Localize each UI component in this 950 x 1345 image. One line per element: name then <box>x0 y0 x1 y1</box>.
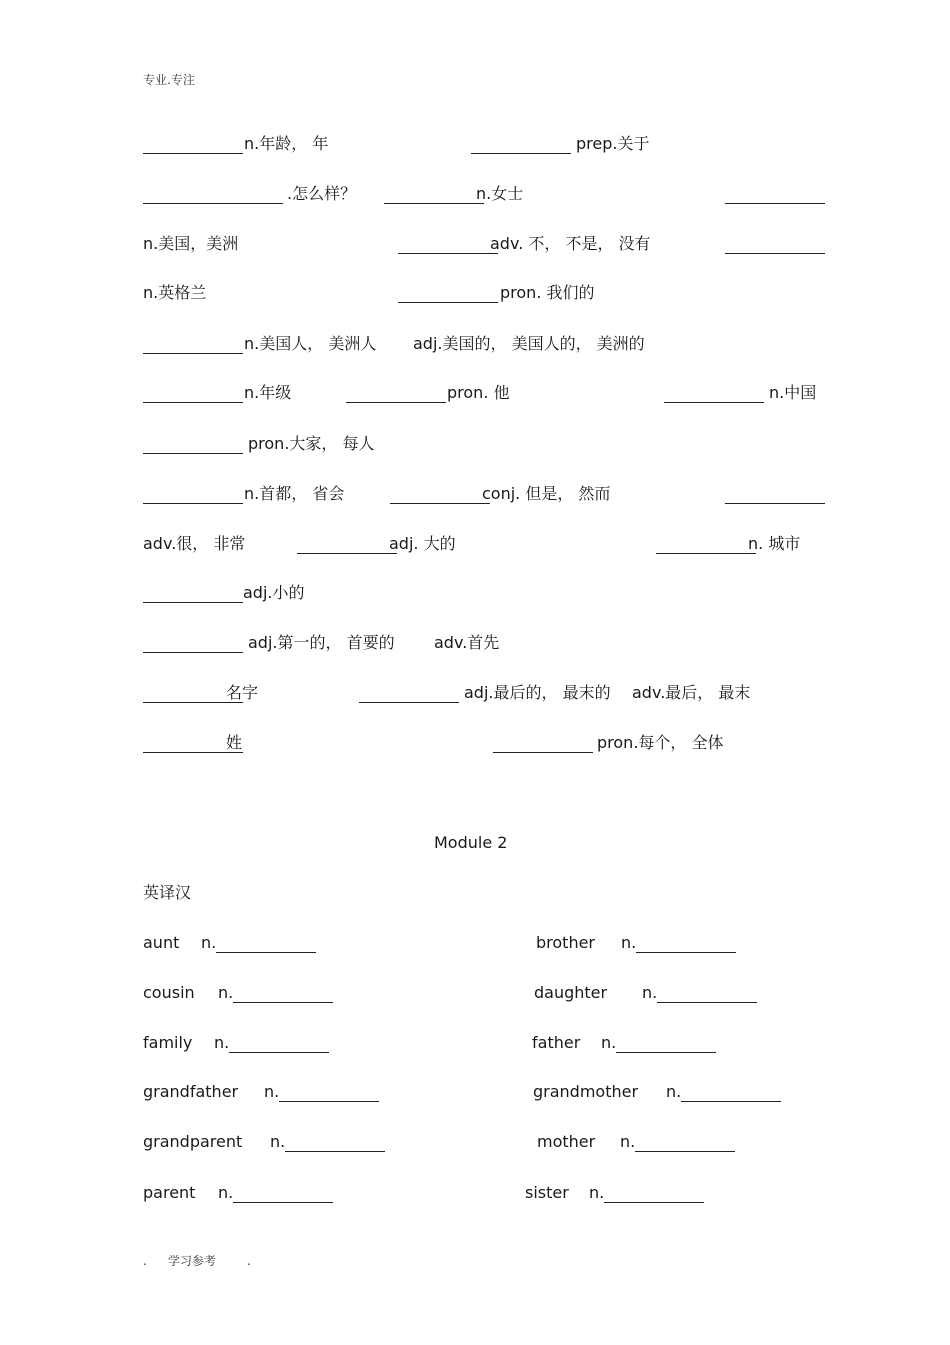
answer-blank[interactable] <box>233 985 333 1003</box>
word-pos: n. <box>620 1132 636 1151</box>
answer-blank[interactable] <box>656 536 756 554</box>
answer-blank[interactable] <box>233 1185 333 1203</box>
footer-dot: . <box>247 1254 251 1268</box>
vocab-definition: adv.很， 非常 <box>143 534 246 553</box>
vocab-definition: adj.最后的， 最末的 <box>464 683 611 702</box>
vocab-definition: n.中国 <box>769 383 817 402</box>
vocab-definition: pron.大家， 每人 <box>248 434 375 453</box>
answer-blank[interactable] <box>384 186 484 204</box>
vocab-definition: pron. 我们的 <box>500 283 595 302</box>
word-english: grandfather <box>143 1082 239 1101</box>
answer-blank[interactable] <box>664 385 764 403</box>
answer-blank[interactable] <box>681 1084 781 1102</box>
answer-blank[interactable] <box>143 136 243 154</box>
word-pos: n. <box>666 1082 682 1101</box>
vocab-definition: 姓 <box>226 733 243 752</box>
vocab-definition: n.美国人， 美洲人 <box>244 334 377 353</box>
word-pos: n. <box>218 1183 234 1202</box>
vocab-definition: n.年龄， 年 <box>244 134 329 153</box>
answer-blank[interactable] <box>216 935 316 953</box>
answer-blank[interactable] <box>143 385 243 403</box>
answer-blank[interactable] <box>471 136 571 154</box>
word-english: father <box>532 1033 581 1052</box>
word-pos: n. <box>589 1183 605 1202</box>
answer-blank[interactable] <box>229 1035 329 1053</box>
word-english: parent <box>143 1183 196 1202</box>
answer-blank[interactable] <box>725 186 825 204</box>
answer-blank[interactable] <box>636 935 736 953</box>
vocab-definition: n.英格兰 <box>143 283 207 302</box>
vocab-definition: adj.小的 <box>243 583 305 602</box>
vocab-definition: adv. 不， 不是， 没有 <box>490 234 651 253</box>
word-english: aunt <box>143 933 180 952</box>
word-pos: n. <box>214 1033 230 1052</box>
word-pos: n. <box>270 1132 286 1151</box>
answer-blank[interactable] <box>143 585 243 603</box>
answer-blank[interactable] <box>725 486 825 504</box>
answer-blank[interactable] <box>359 685 459 703</box>
word-pos: n. <box>218 983 234 1002</box>
vocab-definition: 名字 <box>226 683 259 702</box>
answer-blank[interactable] <box>143 336 243 354</box>
answer-blank[interactable] <box>279 1084 379 1102</box>
page-footer: 学习参考 <box>168 1254 217 1268</box>
answer-blank[interactable] <box>398 236 498 254</box>
answer-blank[interactable] <box>143 486 243 504</box>
word-english: grandmother <box>533 1082 639 1101</box>
vocab-definition: n.女士 <box>476 184 524 203</box>
vocab-definition: prep.关于 <box>576 134 650 153</box>
answer-blank[interactable] <box>390 486 490 504</box>
answer-blank[interactable] <box>346 385 446 403</box>
word-english: cousin <box>143 983 195 1002</box>
vocab-definition: n. 城市 <box>748 534 801 553</box>
answer-blank[interactable] <box>635 1134 735 1152</box>
answer-blank[interactable] <box>616 1035 716 1053</box>
answer-blank[interactable] <box>143 186 283 204</box>
answer-blank[interactable] <box>143 635 243 653</box>
word-english: daughter <box>534 983 608 1002</box>
vocab-definition: adj.第一的， 首要的 <box>248 633 395 652</box>
word-pos: n. <box>201 933 217 952</box>
word-english: grandparent <box>143 1132 243 1151</box>
word-pos: n. <box>601 1033 617 1052</box>
word-english: brother <box>536 933 596 952</box>
vocab-definition: n.美国，美洲 <box>143 234 239 253</box>
word-english: sister <box>525 1183 569 1202</box>
vocab-definition: n.首都， 省会 <box>244 484 345 503</box>
answer-blank[interactable] <box>285 1134 385 1152</box>
vocab-definition: conj. 但是， 然而 <box>482 484 611 503</box>
page-header: 专业.专注 <box>143 73 195 87</box>
word-pos: n. <box>642 983 658 1002</box>
vocab-definition: adv.首先 <box>434 633 500 652</box>
word-pos: n. <box>621 933 637 952</box>
section-subtitle: 英译汉 <box>143 883 192 902</box>
vocab-definition: pron.每个， 全体 <box>597 733 724 752</box>
word-english: mother <box>537 1132 596 1151</box>
answer-blank[interactable] <box>657 985 757 1003</box>
word-pos: n. <box>264 1082 280 1101</box>
answer-blank[interactable] <box>604 1185 704 1203</box>
footer-dot: . <box>143 1254 147 1268</box>
answer-blank[interactable] <box>143 436 243 454</box>
answer-blank[interactable] <box>398 285 498 303</box>
answer-blank[interactable] <box>493 735 593 753</box>
vocab-definition: adv.最后， 最末 <box>632 683 751 702</box>
word-english: family <box>143 1033 193 1052</box>
module-title: Module 2 <box>434 833 508 852</box>
vocab-definition: pron. 他 <box>447 383 510 402</box>
vocab-definition: adj. 大的 <box>389 534 456 553</box>
vocab-definition: n.年级 <box>244 383 292 402</box>
answer-blank[interactable] <box>297 536 397 554</box>
vocab-definition: adj.美国的， 美国人的， 美洲的 <box>413 334 645 353</box>
answer-blank[interactable] <box>725 236 825 254</box>
vocab-definition: .怎么样？ <box>287 184 357 203</box>
